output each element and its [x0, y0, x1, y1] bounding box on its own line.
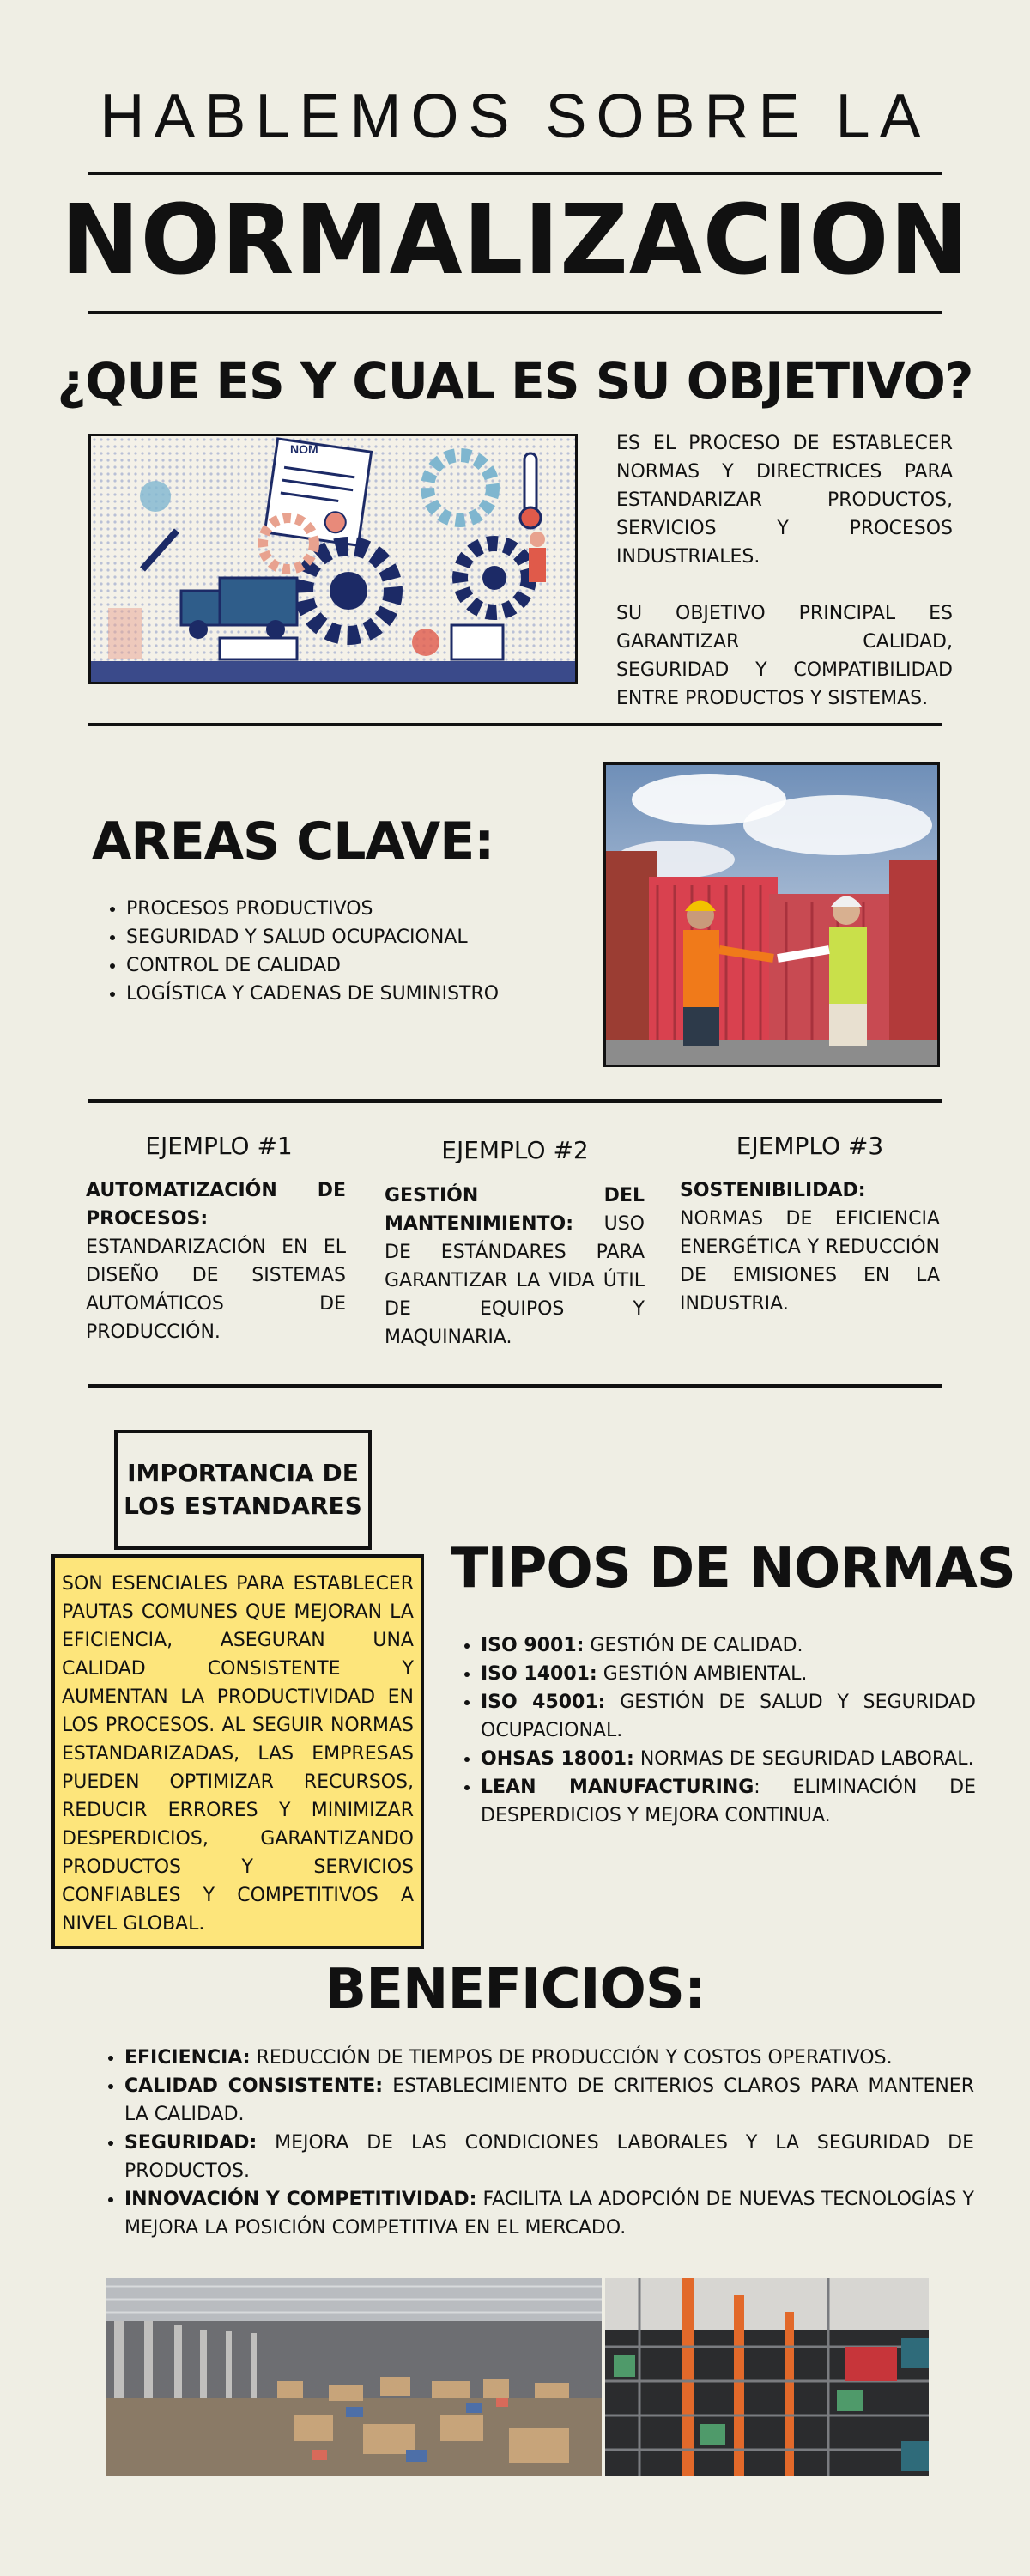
racking-photo — [605, 2278, 929, 2476]
list-item: • PROCESOS PRODUCTIVOS — [126, 895, 607, 923]
intro-heading: ¿QUE ES Y CUAL ES SU OBJETIVO? — [57, 352, 973, 410]
tipos-heading: TIPOS DE NORMAS — [451, 1537, 1015, 1601]
list-item: • CONTROL DE CALIDAD — [126, 951, 607, 980]
warehouse-photo-art — [106, 2278, 602, 2476]
example-1-body: ESTANDARIZACIÓN EN EL DISEÑO DE SISTEMAS AUTOMÁTICOS DE PRODUCCIÓN. — [86, 1236, 346, 1343]
list-item: • LOGÍSTICA Y CADENAS DE SUMINISTRO — [126, 980, 607, 1008]
tipos-list — [446, 1631, 976, 1830]
example-2-body: USO DE ESTÁNDARES PARA GARANTIZAR LA VIDA ÚTIL DE EQUIPOS Y MAQUINARIA. — [385, 1213, 645, 1348]
intro-objective: SU OBJETIVO PRINCIPAL ES GARANTIZAR CALIDAD, SEGURIDAD Y COMPATIBILIDAD ENTRE PRODUCTOS Y SISTEMAS. — [616, 603, 953, 709]
title-top: HABLEMOS SOBRE LA — [100, 82, 930, 151]
example-3-body: NORMAS DE EFICIENCIA ENERGÉTICA Y REDUCCIÓN DE EMISIONES EN LA INDUSTRIA. — [680, 1208, 940, 1315]
racking-photo-art — [605, 2278, 929, 2476]
example-3-text — [680, 1176, 940, 1318]
list-item: • ISO 9001: GESTIÓN DE CALIDAD. — [481, 1631, 976, 1660]
list-item: • LEAN MANUFACTURING: ELIMINACIÓN DE DESPERDICIOS Y MEJORA CONTINUA. — [481, 1773, 976, 1830]
divider — [88, 172, 942, 175]
nom-label: NOM — [290, 442, 318, 456]
intro-definition: ES EL PROCESO DE ESTABLECER NORMAS Y DIRECTRICES PARA ESTANDARIZAR PRODUCTOS, SERVICIOS Y PROCESOS INDUSTRIALES. — [616, 433, 953, 568]
divider — [88, 723, 942, 726]
standards-illustration — [88, 434, 578, 684]
importance-text: SON ESENCIALES PARA ESTABLECER PAUTAS COMUNES QUE MEJORAN LA EFICIENCIA, ASEGURAN UNA CALIDAD CONSISTENTE Y AUMENTAN LA PRODUCTIVIDAD EN LOS PROCESOS. AL SEGUIR NORMAS ESTANDARIZADAS, LAS EMPRESAS PUEDEN OPTIMIZAR RECURSOS, REDUCIR ERRORES Y MINIMIZAR DESPERDICIOS, GARANTIZANDO PRODUCTOS Y SERVICIOS CONFIABLES Y COMPETITIVOS A NIVEL GLOBAL. — [52, 1554, 424, 1949]
list-item: • OHSAS 18001: NORMAS DE SEGURIDAD LABORAL. — [481, 1745, 976, 1773]
beneficios-heading: BENEFICIOS: — [324, 1958, 706, 2021]
example-1-text — [86, 1176, 346, 1346]
list-item: • EFICIENCIA: REDUCCIÓN DE TIEMPOS DE PRODUCCIÓN Y COSTOS OPERATIVOS. — [124, 2044, 974, 2072]
example-3-title: EJEMPLO #3 — [736, 1132, 884, 1160]
example-3-bold: SOSTENIBILIDAD: — [680, 1180, 866, 1201]
example-1-bold: AUTOMATIZACIÓN DE PROCESOS: — [86, 1180, 346, 1230]
divider — [88, 311, 942, 314]
example-2-text — [385, 1182, 645, 1352]
example-2-bold: GESTIÓN DEL MANTENIMIENTO: — [385, 1185, 645, 1235]
example-2-title: EJEMPLO #2 — [441, 1136, 589, 1164]
workers-photo — [603, 762, 940, 1067]
divider — [88, 1384, 942, 1388]
list-item: • ISO 45001: GESTIÓN DE SALUD Y SEGURIDAD OCUPACIONAL. — [481, 1688, 976, 1745]
list-item: • ISO 14001: GESTIÓN AMBIENTAL. — [481, 1660, 976, 1688]
list-item: • SEGURIDAD: MEJORA DE LAS CONDICIONES LABORALES Y LA SEGURIDAD DE PRODUCTOS. — [124, 2129, 974, 2185]
page-title: NORMALIZACION — [60, 185, 970, 296]
areas-heading: AREAS CLAVE: — [92, 811, 494, 872]
beneficios-list — [90, 2044, 974, 2242]
list-item: • CALIDAD CONSISTENTE: ESTABLECIMIENTO DE CRITERIOS CLAROS PARA MANTENER LA CALIDAD. — [124, 2072, 974, 2129]
importance-title: IMPORTANCIA DE LOS ESTANDARES — [114, 1430, 372, 1550]
workers-photo-art — [606, 765, 937, 1065]
example-1-title: EJEMPLO #1 — [145, 1132, 293, 1160]
standards-illustration-art — [91, 436, 575, 682]
list-item: • SEGURIDAD Y SALUD OCUPACIONAL — [126, 923, 607, 951]
warehouse-photo — [106, 2278, 602, 2476]
areas-list — [92, 895, 607, 1008]
list-item: • INNOVACIÓN Y COMPETITIVIDAD: FACILITA LA ADOPCIÓN DE NUEVAS TECNOLOGÍAS Y MEJORA LA POSICIÓN COMPETITIVA EN EL MERCADO. — [124, 2185, 974, 2242]
divider — [88, 1099, 942, 1103]
